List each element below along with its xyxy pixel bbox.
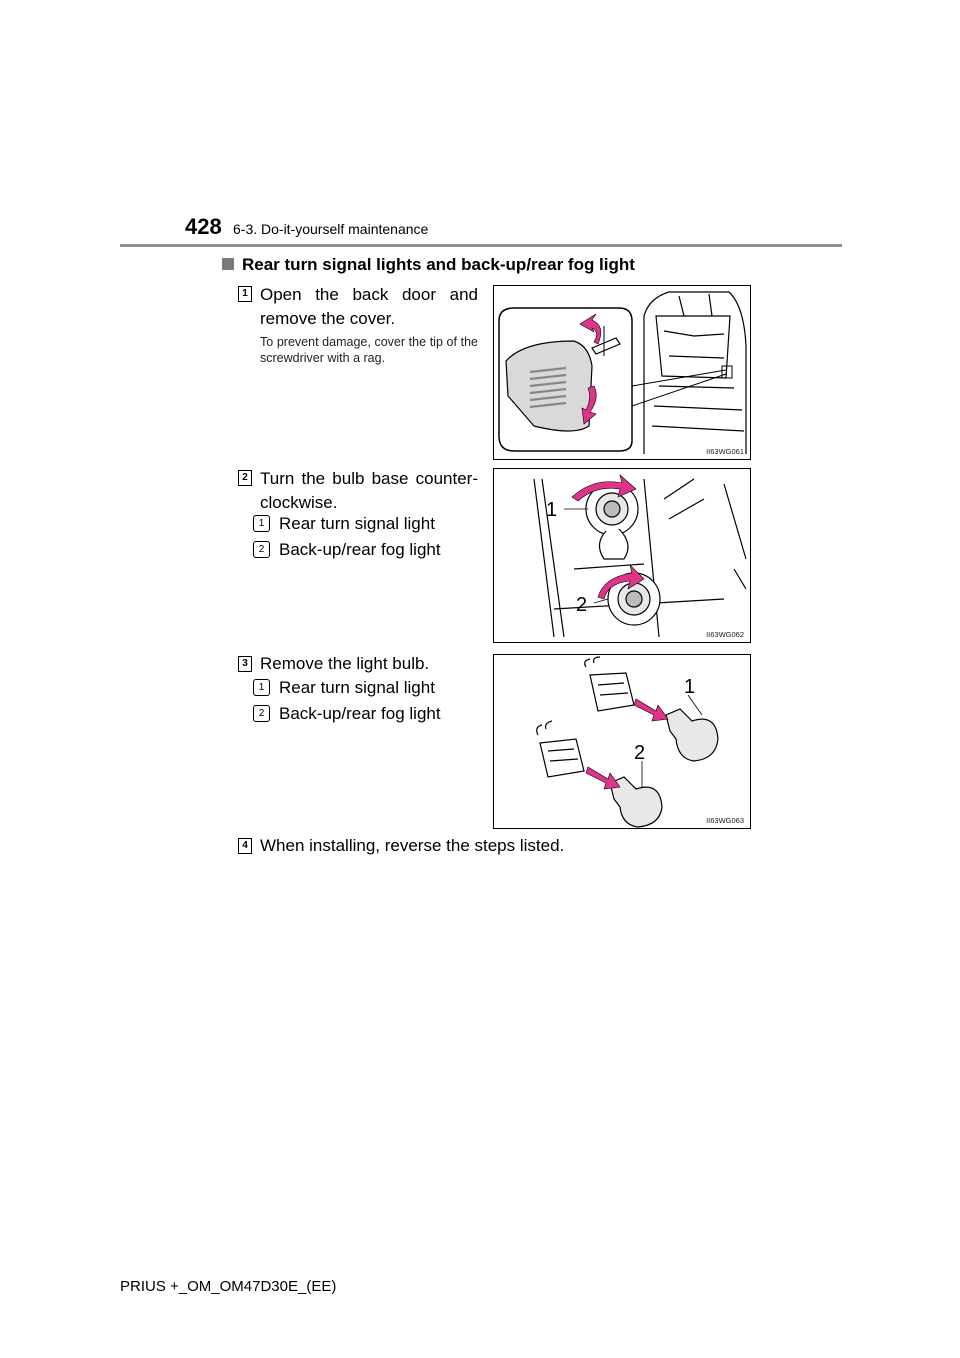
callout-label: Rear turn signal light [279,514,435,533]
figure-illustration [494,286,750,459]
step-text: Open the back door and remove the cover. [260,285,478,328]
callout-number: 1 [253,679,270,696]
footer: PRIUS +_OM_OM47D30E_(EE) [120,1278,337,1295]
callout-number: 2 [253,541,270,558]
figure-bulb-base [493,468,751,643]
callout-number: 2 [253,705,270,722]
figure-marker: 2 [634,742,646,764]
callout-label: Back-up/rear fog light [279,540,441,559]
figure-code: II63WG061 [706,447,744,456]
figure-code: II63WG063 [706,816,744,825]
callout-label: Back-up/rear fog light [279,704,441,723]
step-number: 2 [238,470,252,486]
figure-illustration [494,655,750,828]
step-note: To prevent damage, cover the tip of the screwdriver with a rag. [260,335,478,365]
section-title: 6-3. Do-it-yourself maintenance [233,221,429,237]
callout-number: 1 [253,515,270,532]
figure-back-door-cover [493,285,751,460]
page-number: 428 [185,214,222,239]
subheading [222,255,635,275]
figure-light-bulb [493,654,751,829]
step-number: 4 [238,838,252,854]
step-text: When installing, reverse the steps listed. [260,836,565,855]
step-number: 3 [238,656,252,672]
figure-marker: 1 [684,676,696,698]
subheading-text: Rear turn signal lights and back-up/rear fog light [242,255,635,274]
step-text: Remove the light bulb. [260,654,430,673]
step-number: 1 [238,286,252,302]
header-rule [120,244,842,247]
figure-illustration [494,469,750,642]
bullet-square-icon [222,258,234,270]
figure-marker: 2 [576,594,588,616]
callout-label: Rear turn signal light [279,678,435,697]
step-text: Turn the bulb base counter-clockwise. [260,469,478,512]
figure-marker: 1 [546,499,558,521]
figure-code: II63WG062 [706,630,744,639]
